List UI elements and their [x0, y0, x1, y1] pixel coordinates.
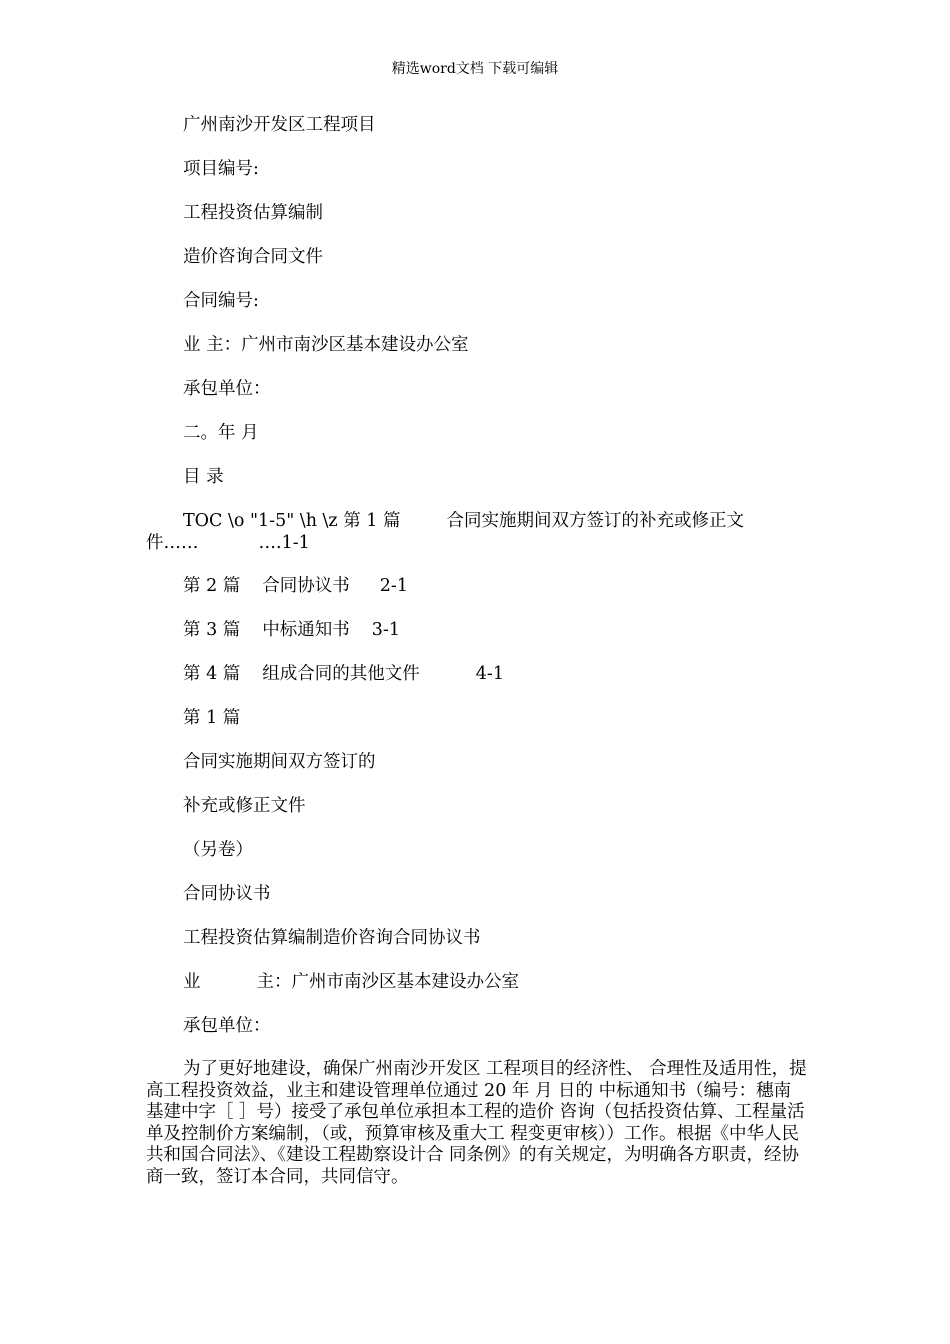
owner-value: 主：广州市南沙区基本建设办公室 [256, 972, 519, 992]
toc-field-code: TOC \o "1-5" \h \z 第 1 篇 [183, 511, 401, 531]
toc-entry-2 [146, 575, 808, 598]
doc-title-2: 造价咨询合同文件 [183, 247, 323, 267]
toc-entry-3-page: 3-1 [371, 620, 400, 640]
agreement-heading: 合同协议书 [183, 884, 271, 904]
project-number: 项目编号: [183, 159, 259, 179]
part1-title-2: 补充或修正文件 [183, 796, 306, 816]
page-header: 精选word文档 下载可编辑 [391, 61, 559, 77]
toc-entry-1-title: 合同实施期间双方签订的补充或修正文 [446, 511, 744, 531]
date-line: 二。年 月 [183, 423, 259, 443]
toc-entry-2-label: 第 2 篇 [183, 576, 241, 596]
doc-title-1: 工程投资估算编制 [183, 203, 323, 223]
toc-entry-3-label: 第 3 篇 [183, 620, 241, 640]
toc-entry-2-title: 合同协议书 [262, 576, 350, 596]
document-body [146, 114, 808, 1188]
toc-heading: 目 录 [183, 467, 224, 487]
agreement-title: 工程投资估算编制造价咨询合同协议书 [183, 928, 481, 948]
toc-entry-4 [146, 663, 808, 686]
part1-title-1: 合同实施期间双方签订的 [183, 752, 376, 772]
owner-label: 业 [183, 972, 201, 992]
toc-entry-3-title: 中标通知书 [262, 620, 350, 640]
toc-entry-2-page: 2-1 [379, 576, 408, 596]
toc-entry-4-page: 4-1 [475, 664, 504, 684]
toc-entry-1-cont: 件…… [146, 533, 199, 553]
contractor-line: 承包单位： [183, 379, 271, 399]
contract-number: 合同编号: [183, 291, 259, 311]
agreement-contractor: 承包单位： [183, 1016, 271, 1036]
part1-note: （另卷） [183, 840, 253, 860]
agreement-paragraph: 为了更好地建设，确保广州南沙开发区 工程项目的经济性、 合理性及适用性，提高工程投资效益，业主和建设管理单位通过 20 年 月 日的 中标通知书（编号：穗南基建中字［ ］号）接受了承包单位承担本工程的造价 咨询（包括投资估算、工程量活单及控制价方案编制，（或，预算审核及重大工 程变更审核））工作。根据《中华人民共和国合同法》、《建设工程勘察设计合 同条例》的有关规定，为明确各方职责，经协商一致，签订本合同，共同信守。 [146, 1059, 807, 1187]
toc-entry-3 [146, 619, 808, 642]
toc-entry-4-title: 组成合同的其他文件 [262, 664, 420, 684]
agreement-owner [146, 971, 808, 994]
toc-entry-1-page: ….1-1 [258, 533, 310, 553]
part1-label: 第 1 篇 [183, 708, 241, 728]
project-name: 广州南沙开发区工程项目 [183, 115, 376, 135]
toc-entry-4-label: 第 4 篇 [183, 664, 241, 684]
owner-line: 业 主：广州市南沙区基本建设办公室 [183, 335, 469, 355]
toc-entry-1 [146, 510, 808, 554]
